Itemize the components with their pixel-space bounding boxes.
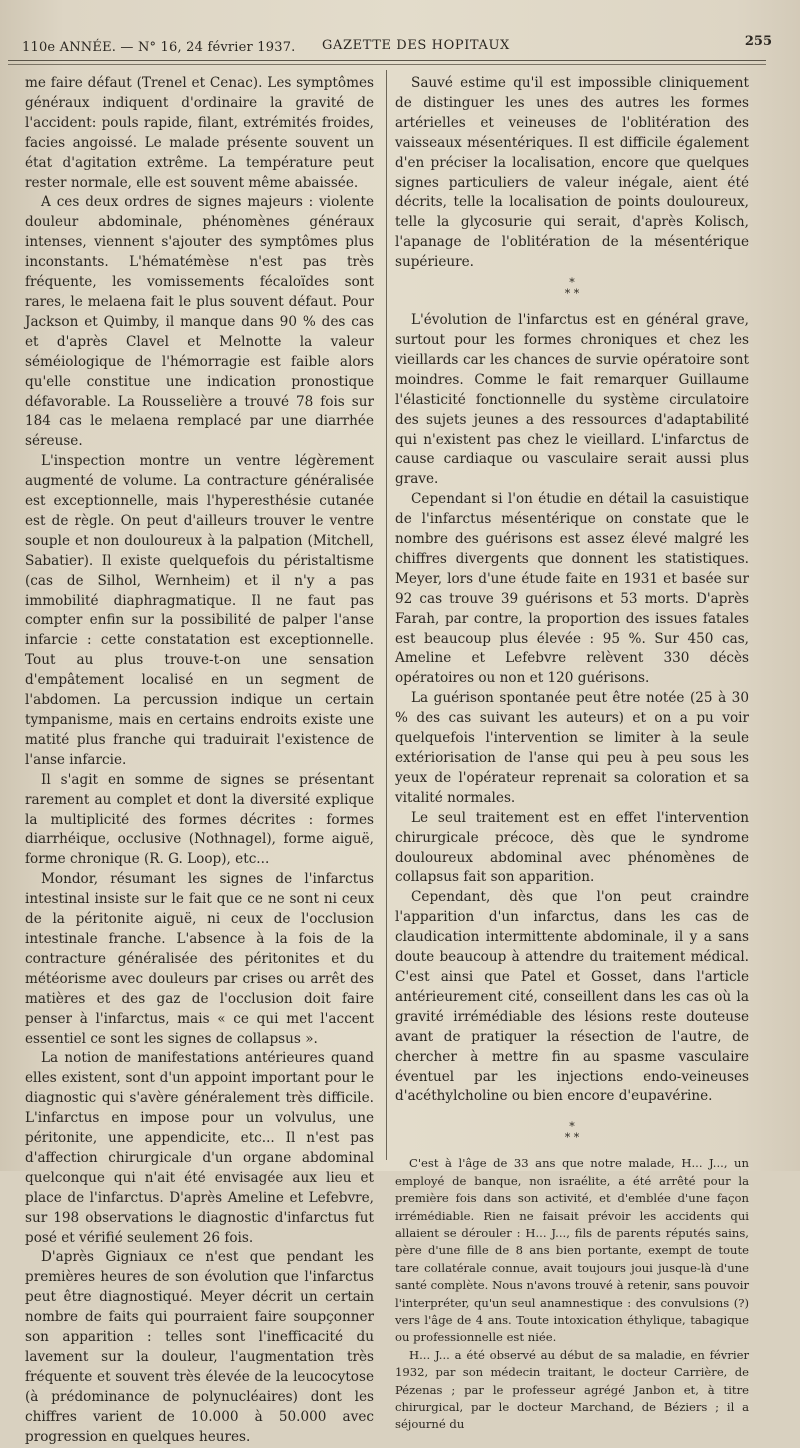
paragraph: L'évolution de l'infarctus est en général grave, surtout pour les formes chroniques et chez les vieillards car les chances de survie opératoire sont moindres. Comme le fait remarquer Guillaume l'élasticité fonctionnelle du système circulatoire des sujets jeunes a des ressources d'adaptabilité qui n'existent pas chez le vieillard. L'infarctus de cause cardiaque ou vasculaire serait aussi plus grave.: [395, 312, 749, 488]
case-report: [395, 1155, 749, 1434]
paragraph: La notion de manifestations antérieures quand elles existent, sont d'un appoint important pour le diagnostic qui s'avère généralement très difficile. L'infarctus en impose pour un volvulus, une péritonite, une appendicite, etc... Il n'est pas d'affection chirurgicale d'un organe abdominal quelconque qui n'ait été envisagée aux lieu et place de l'infarctus. D'après Ameline et Lefebvre, sur 198 observations le diagnostic d'infarctus fut posé et vérifié seulement 26 fois.: [25, 1050, 374, 1246]
issue-info: 110e ANNÉE. — N° 16, 24 février 1937.: [22, 40, 296, 55]
paragraph: Le seul traitement est en effet l'intervention chirurgicale précoce, dès que le syndrome douloureux abdominal avec phénomènes de collapsus fait son apparition.: [395, 809, 749, 886]
paragraph: Sauvé estime qu'il est impossible cliniquement de distinguer les unes des autres les formes artérielles et veineuses de l'oblitération des vaisseaux mésentériques. Il est difficile également d'en préciser la localisation, encore que quelques signes particuliers de valeur inégale, aient été décrits, telle la localisation de points douloureux, telle la glycosurie qui serait, d'après Kolisch, l'apanage de l'oblitération de la mésentérique supérieure.: [395, 75, 749, 271]
left-column: [25, 74, 374, 1448]
page-header: [22, 36, 772, 60]
paragraph: Cependant, dès que l'on peut craindre l'apparition d'un infarctus, dans les cas de claudication intermittente abdominale, il y a sans doute beaucoup à attendre du traitement médical. C'est ainsi que Patel et Gosset, dans l'article antérieurement cité, conseillent dans les cas où la gravité irrémédiable des lésions reste douteuse avant de pratiquer la résection de l'autre, de chercher à mettre fin au spasme vasculaire éventuel par les injections endo-veineuses d'acéthylcholine ou bien encore d'eupavérine.: [395, 889, 749, 1105]
paragraph: Il s'agit en somme de signes se présentant rarement au complet et dont la diversité explique la multiplicité des formes décrites : formes diarrhéique, occlusive (Nothnagel), forme aiguë, forme chronique (R. G. Loop), etc...: [25, 771, 374, 868]
paragraph: me faire défaut (Trenel et Cenac). Les symptômes généraux indiquent d'ordinaire la gravité de l'accident: pouls rapide, filant, extrémités froides, facies angoissé. Le malade présente souvent un état d'agitation extrême. La température peut rester normale, elle est souvent même abaissée.: [25, 75, 374, 191]
section-separator: * * *: [564, 276, 580, 301]
header-rule: [8, 60, 766, 61]
section-separator: * * *: [564, 1120, 580, 1145]
paragraph: Mondor, résumant les signes de l'infarctus intestinal insiste sur le fait que ce ne sont ni ceux de la péritonite aiguë, ni ceux de l'occlusion intestinale franche. L'absence à la fois de la contracture généralisée des péritonites et du météorisme avec douleurs par crises ou arrêt des matières et des gaz de l'occlusion doit faire penser à l'infarctus, mais « ce qui met l'accent essentiel ce sont les signes de collapsus ».: [25, 871, 374, 1047]
case-paragraph: H... J... a été observé au début de sa maladie, en février 1932, par son médecin traitant, le docteur Carrière, de Pézenas ; par le professeur agrégé Janbon et, à titre chirurgical, par le docteur Marchand, de Béziers ; il a séjourné du: [395, 1347, 749, 1432]
paragraph: D'après Gigniaux ce n'est que pendant les premières heures de son évolution que l'infarctus peut être diagnostiqué. Meyer décrit un certain nombre de faits qui pourraient faire soupçonner son apparition : telles sont l'inefficacité du lavement sur la douleur, l'augmentation très fréquente et souvent très élevée de la leucocytose (à prédominance de polynucléaires) dont les chiffres varient de 10.000 à 50.000 avec progression en quelques heures.: [25, 1249, 374, 1445]
header-rule-double: [8, 64, 766, 65]
paragraph: La guérison spontanée peut être notée (25 à 30 % des cas suivant les auteurs) et on a pu voir quelquefois l'intervention se limiter à la seule extériorisation de l'anse qui peu à peu sous les yeux de l'opérateur reprenait sa coloration et sa vitalité normales.: [395, 690, 749, 806]
right-column: [395, 74, 749, 1434]
paragraph: L'inspection montre un ventre légèrement augmenté de volume. La contracture généralisée est exceptionnelle, mais l'hyperesthésie cutanée est de règle. On peut d'ailleurs trouver le ventre souple et non douloureux à la palpation (Mitchell, Sabatier). Il existe quelquefois du péristaltisme (cas de Silhol, Wernheim) et il n'y a pas immobilité diaphragmatique. Il ne faut pas compter enfin sur la possibilité de palper l'anse infarcie : cette constatation est exceptionnelle. Tout au plus trouve-t-on une sensation d'empâtement localisé en un segment de l'abdomen. La percussion indique un certain tympanisme, mais en certains endroits existe une matité plus franche qui traduirait l'existence de l'anse infarcie.: [25, 453, 374, 768]
paragraph: A ces deux ordres de signes majeurs : violente douleur abdominale, phénomènes généraux intenses, viennent s'ajouter des symptômes plus inconstants. L'hématémèse n'est pas très fréquente, les vomissements fécaloïdes sont rares, le melaena fait le plus souvent défaut. Pour Jackson et Quimby, il manque dans 90 % des cas et d'après Clavel et Melnotte la valeur séméiologique de l'hémorragie est faible alors qu'elle constitue une indication pronostique défavorable. La Rousselière a trouvé 78 fois sur 184 cas le melaena remplacé par une diarrhée séreuse.: [25, 194, 374, 450]
paragraph: Cependant si l'on étudie en détail la casuistique de l'infarctus mésentérique on constate que le nombre des guérisons est assez élevé malgré les chiffres divergents que donnent les statistiques. Meyer, lors d'une étude faite en 1931 et basée sur 92 cas trouve 39 guérisons et 53 morts. D'après Farah, par contre, la proportion des issues fatales est beaucoup plus élevée : 95 %. Sur 450 cas, Ameline et Lefebvre relèvent 330 décès opératoires ou non et 120 guérisons.: [395, 491, 749, 687]
column-divider: [386, 70, 387, 1160]
journal-title: GAZETTE DES HOPITAUX: [322, 38, 510, 53]
page-number: 255: [744, 34, 772, 49]
case-paragraph: C'est à l'âge de 33 ans que notre malade, H... J..., un employé de banque, non israélite, a été arrêté pour la première fois dans son activité, et d'emblée d'une façon irrémédiable. Rien ne faisait prévoir les accidents qui allaient se dérouler : H... J..., fils de parents réputés sains, père d'une fille de 8 ans bien portante, exempt de toute tare collatérale connue, avait toujours joui jusque-là d'une santé complète. Nous n'avons trouvé à retenir, sans pouvoir l'interpréter, qu'un seul anamnestique : des convulsions (?) vers l'âge de 4 ans. Toute intoxication éthylique, tabagique ou professionnelle est niée.: [395, 1156, 749, 1345]
